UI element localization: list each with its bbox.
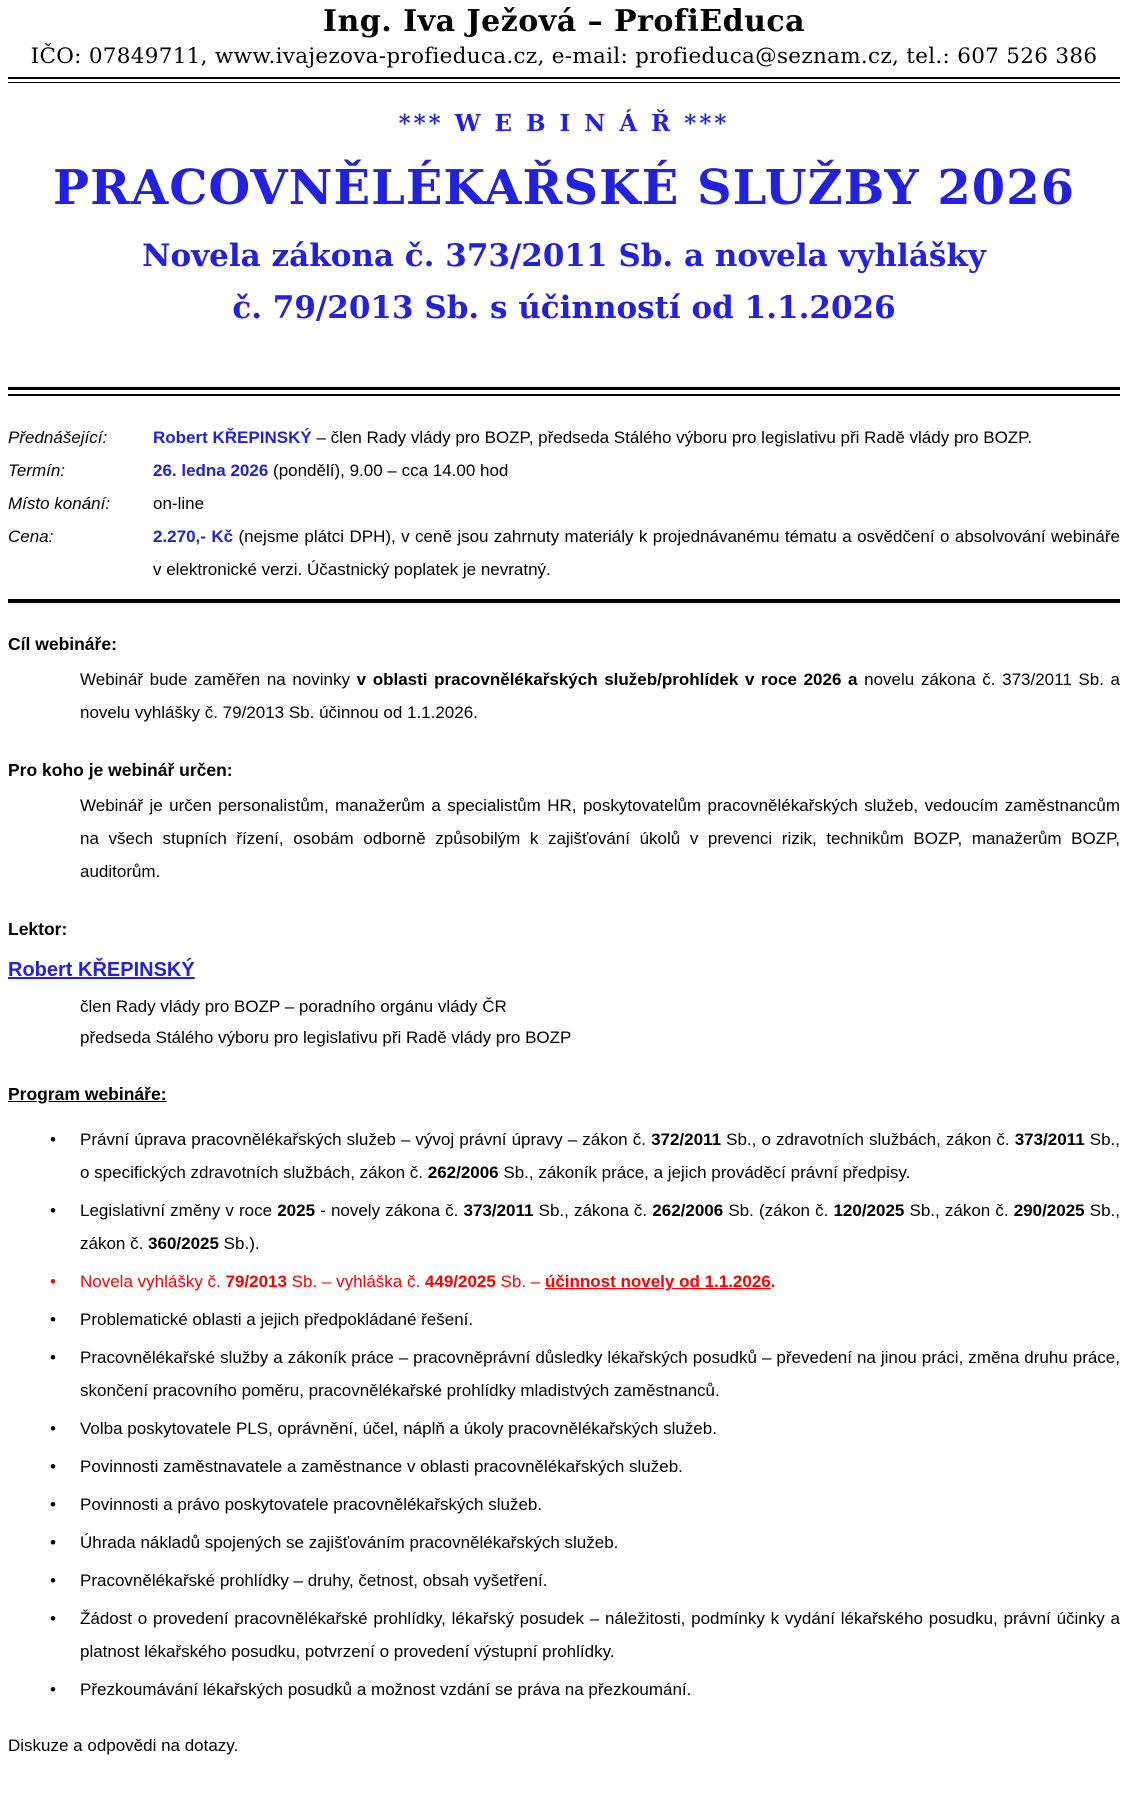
webinar-subtitle-line-2: č. 79/2013 Sb. s účinností od 1.1.2026 bbox=[232, 290, 896, 326]
program-item: • Povinnosti a právo poskytovatele pracovnělékařských služeb. bbox=[8, 1488, 1120, 1521]
detail-label-lecturer: Přednášející: bbox=[8, 428, 108, 447]
banner-bottom-divider bbox=[8, 387, 1120, 396]
audience-section bbox=[8, 754, 1120, 888]
lecturer-credentials bbox=[80, 991, 1120, 1053]
program-item: • Žádost o provedení pracovnělékařské prohlídky, lékařský posudek – náležitosti, podmínky k vydání lékařského posudku, právní účinky a platnost lékařského posudku, potvrzení o provedení výstupní prohlídky. bbox=[8, 1602, 1120, 1668]
program-heading: Program webináře: bbox=[8, 1084, 167, 1104]
detail-value-date: 26. ledna 2026 (pondělí), 9.00 – cca 14.00 hod bbox=[153, 461, 509, 480]
webinar-banner bbox=[8, 110, 1120, 334]
lecturer-heading: Lektor: bbox=[8, 919, 68, 939]
letterhead bbox=[8, 2, 1120, 72]
detail-label-date: Termín: bbox=[8, 461, 66, 480]
discussion-note: Diskuze a odpovědi na dotazy. bbox=[8, 1736, 239, 1755]
details-bottom-divider bbox=[8, 599, 1120, 603]
program-item: • Problematické oblasti a jejich předpokládané řešení. bbox=[8, 1303, 1120, 1336]
webinar-title: PRACOVNĚLÉKAŘSKÉ SLUŽBY 2026 bbox=[52, 160, 1075, 216]
program-item: • Volba poskytovatele PLS, oprávnění, účel, náplň a úkoly pracovnělékařských služeb. bbox=[8, 1412, 1120, 1445]
program-item-highlighted: • Novela vyhlášky č. 79/2013 Sb. – vyhláška č. 449/2025 Sb. – účinnost novely od 1.1.2026. bbox=[8, 1265, 1120, 1298]
goal-paragraph: Webinář bude zaměřen na novinky v oblasti pracovnělékařských služeb/prohlídek v roce 2026 a novelu zákona č. 373/2011 Sb. a novelu vyhlášky č. 79/2013 Sb. účinnou od 1.1.2026. bbox=[80, 670, 1120, 722]
detail-value-lecturer: Robert KŘEPINSKÝ – člen Rady vlády pro BOZP, předseda Stálého výboru pro legislativu při Radě vlády pro BOZP. bbox=[153, 428, 1033, 447]
detail-row-price bbox=[8, 520, 1120, 586]
program-item: • Úhrada nákladů spojených se zajišťováním pracovnělékařských služeb. bbox=[8, 1526, 1120, 1559]
webinar-subtitle-line-1: Novela zákona č. 373/2011 Sb. a novela vyhlášky bbox=[142, 238, 986, 274]
lecturer-section bbox=[8, 913, 1120, 1053]
webinar-label: *** W E B I N Á Ř *** bbox=[398, 110, 730, 137]
detail-value-price: 2.270,- Kč (nejsme plátci DPH), v ceně jsou zahrnuty materiály k projednávanému tématu a osvědčení o absolvování webináře v elektronické verzi. Účastnický poplatek je nevratný. bbox=[153, 527, 1120, 579]
detail-label-venue: Místo konání: bbox=[8, 494, 111, 513]
letterhead-divider bbox=[8, 77, 1120, 83]
event-details bbox=[8, 421, 1120, 586]
goal-heading: Cíl webináře: bbox=[8, 634, 117, 654]
program-item: • Pracovnělékařské prohlídky – druhy, četnost, obsah vyšetření. bbox=[8, 1564, 1120, 1597]
goal-section bbox=[8, 628, 1120, 729]
lecturer-name-link[interactable]: Robert KŘEPINSKÝ bbox=[8, 959, 195, 981]
detail-label-price: Cena: bbox=[8, 527, 54, 546]
program-item: • Pracovnělékařské služby a zákoník práce – pracovněprávní důsledky lékařských posudků – převedení na jinou práci, změna druhu práce, skončení pracovního poměru, pracovnělékařské prohlídky mladistvých zaměstnanců. bbox=[8, 1341, 1120, 1407]
audience-heading: Pro koho je webinář určen: bbox=[8, 760, 233, 780]
program-section bbox=[8, 1078, 1120, 1706]
program-item: • Legislativní změny v roce 2025 - novely zákona č. 373/2011 Sb., zákona č. 262/2006 Sb. (zákon č. 120/2025 Sb., zákon č. 290/2025 Sb., zákon č. 360/2025 Sb.). bbox=[8, 1194, 1120, 1260]
company-name: Ing. Iva Ježová – ProfiEduca bbox=[322, 4, 806, 39]
company-contact-line: IČO: 07849711, www.ivajezova-profieduca.cz, e-mail: profieduca@seznam.cz, tel.: 607 526 386 bbox=[30, 44, 1098, 69]
lecturer-credential-line-1: člen Rady vlády pro BOZP – poradního orgánu vlády ČR bbox=[80, 997, 507, 1016]
webinar-subtitle bbox=[8, 230, 1120, 334]
detail-row-date bbox=[8, 454, 1120, 487]
detail-value-venue: on-line bbox=[153, 494, 205, 513]
audience-paragraph: Webinář je určen personalistům, manažerům a specialistům HR, poskytovatelům pracovnělékařských služeb, vedoucím zaměstnancům na všech stupních řízení, osobám odborně způsobilým k zajišťování úkolů v prevenci rizik, technikům BOZP, manažerům BOZP, auditorům. bbox=[80, 796, 1120, 881]
program-item: • Povinnosti zaměstnavatele a zaměstnance v oblasti pracovnělékařských služeb. bbox=[8, 1450, 1120, 1483]
detail-row-lecturer bbox=[8, 421, 1120, 454]
lecturer-credential-line-2: předseda Stálého výboru pro legislativu při Radě vlády pro BOZP bbox=[80, 1028, 572, 1047]
program-item: • Právní úprava pracovnělékařských služeb – vývoj právní úpravy – zákon č. 372/2011 Sb., o zdravotních službách, zákon č. 373/2011 Sb., o specifických zdravotních službách, zákon č. 262/2006 Sb., zákoník práce, a jejich prováděcí právní předpisy. bbox=[8, 1123, 1120, 1189]
program-list bbox=[8, 1123, 1120, 1706]
program-item: • Přezkoumávání lékařských posudků a možnost vzdání se práva na přezkoumání. bbox=[8, 1673, 1120, 1706]
detail-row-venue bbox=[8, 487, 1120, 520]
